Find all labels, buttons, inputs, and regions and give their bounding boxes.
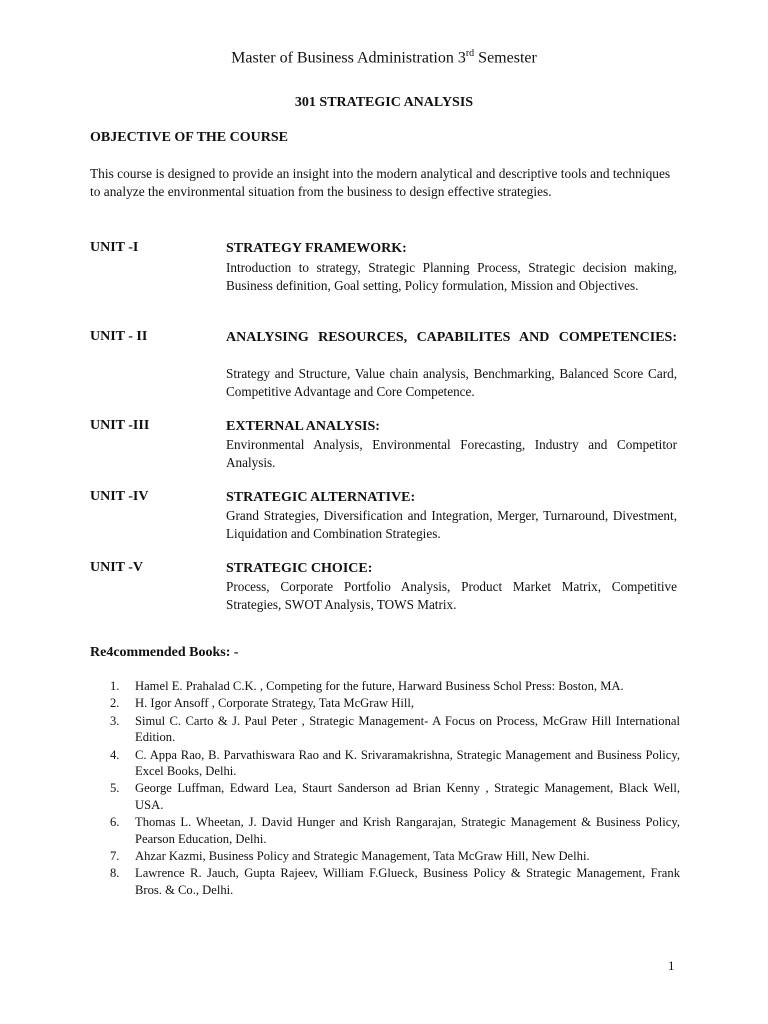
list-item: 3. Simul C. Carto & J. Paul Peter , Strategic Management- A Focus on Process, McGraw Hill International Edition. [110,713,680,745]
unit-body: Grand Strategies, Diversification and Integration, Merger, Turnaround, Divestment, Liquidation and Combination Strategies. [226,508,677,541]
unit-heading: STRATEGIC CHOICE: [226,561,373,576]
list-item: 1. Hamel E. Prahalad C.K. , Competing for the future, Harward Business Schol Press: Boston, MA. [110,679,624,693]
list-item: 8. Lawrence R. Jauch, Gupta Rajeev, William F.Glueck, Business Policy & Strategic Management, Frank Bros. & Co., Delhi. [110,866,680,897]
unit-label: UNIT -III [90,418,150,433]
page-number: 1 [668,958,675,973]
unit-label: UNIT - II [90,329,148,344]
objective-text: This course is designed to provide an insight into the modern analytical and descriptive tools and techniques to analyze the environmental situation from the business to design effective strategies. [90,166,671,199]
unit-body: Process, Corporate Portfolio Analysis, Product Market Matrix, Competitive Strategies, SWOT Analysis, TOWS Matrix. [226,579,677,612]
unit-heading: STRATEGY FRAMEWORK: [226,241,407,256]
unit-body: Introduction to strategy, Strategic Planning Process, Strategic decision making, Business definition, Goal setting, Policy formulation, Mission and Objectives. [226,260,677,293]
unit-heading: STRATEGIC ALTERNATIVE: [226,490,416,505]
list-item: 5. George Luffman, Edward Lea, Staurt Sanderson ad Brian Kenny , Strategic Management, Black Well, USA. [110,781,680,812]
course-code-heading: 301 STRATEGIC ANALYSIS [294,95,474,110]
objective-heading: OBJECTIVE OF THE COURSE [90,130,288,145]
list-item: 6. Thomas L. Wheetan, J. David Hunger and Krish Rangarajan, Strategic Management & Business Policy, Pearson Education, Delhi. [110,815,680,846]
books-list [110,678,680,899]
list-item: 2. H. Igor Ansoff , Corporate Strategy, Tata McGraw Hill, [110,696,415,711]
title-superscript: rd [465,48,475,59]
unit-label: UNIT -V [90,560,144,575]
page-title: Master of Business Administration 3rd Semester [231,48,537,67]
unit-label: UNIT -I [90,240,139,255]
list-item: 4. C. Appa Rao, B. Parvathiswara Rao and K. Srivaramakrishna, Strategic Management and Business Policy, Excel Books, Delhi. [110,747,680,779]
books-heading: Re4commended Books: - [90,645,239,660]
unit-body: Strategy and Structure, Value chain analysis, Benchmarking, Balanced Score Card, Competitive Advantage and Core Competence. [226,366,677,399]
unit-label: UNIT -IV [90,489,149,504]
unit-heading: EXTERNAL ANALYSIS: [226,419,380,434]
unit-heading: ANALYSING RESOURCES, CAPABILITES AND COMPETENCIES: [226,330,677,345]
list-item: 7. Ahzar Kazmi, Business Policy and Strategic Management, Tata McGraw Hill, New Delhi. [110,849,590,864]
unit-body: Environmental Analysis, Environmental Forecasting, Industry and Competitor Analysis. [226,437,677,470]
